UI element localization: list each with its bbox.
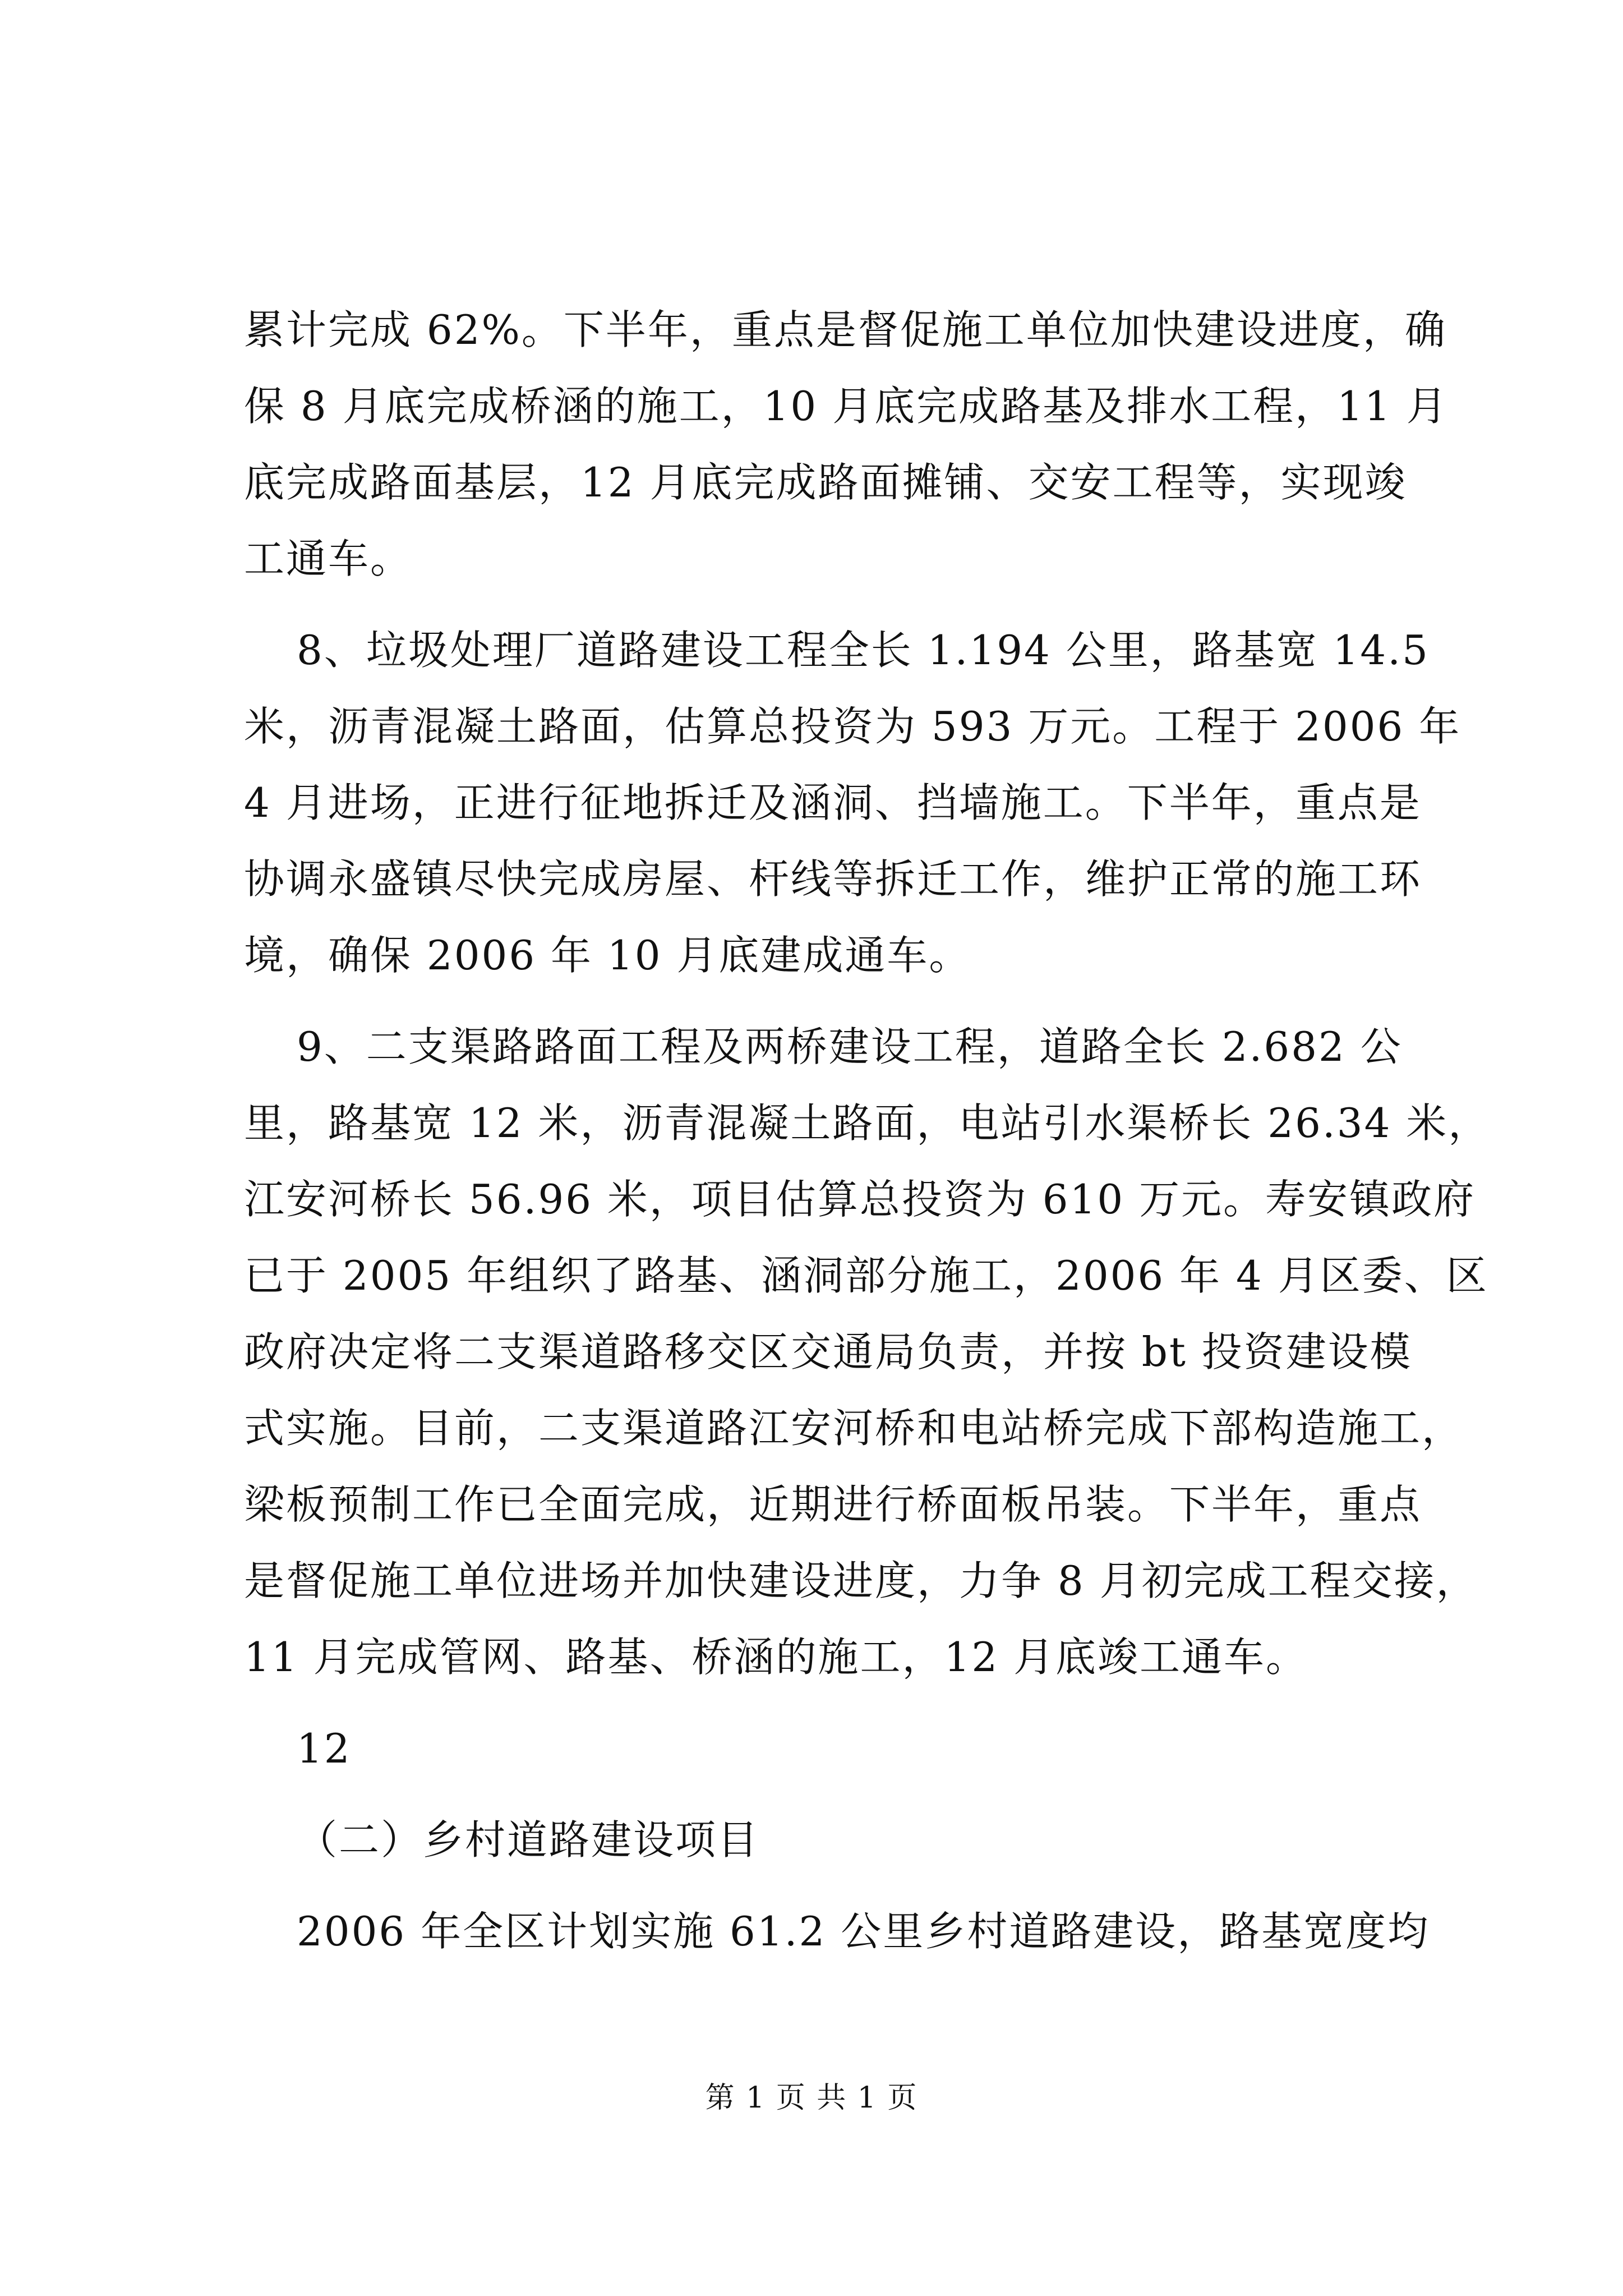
text-line: 12 [297, 1725, 352, 1772]
text-line: 8、垃圾处理厂道路建设工程全长 1.194 公里，路基宽 14.5 [297, 627, 1430, 674]
text-line: 式实施。目前，二支渠道路江安河桥和电站桥完成下部构造施工， [244, 1405, 1464, 1452]
text-line: 累计完成 62%。下半年，重点是督促施工单位加快建设进度，确 [244, 306, 1447, 353]
text-line: 已于 2005 年组织了路基、涵洞部分施工，2006 年 4 月区委、区 [244, 1252, 1488, 1299]
text-line: 米，沥青混凝土路面，估算总投资为 593 万元。工程于 2006 年 [244, 703, 1461, 750]
text-line: 梁板预制工作已全面完成，近期进行桥面板吊装。下半年，重点 [244, 1481, 1422, 1528]
text-line: 境，确保 2006 年 10 月底建成通车。 [244, 932, 971, 979]
text-line: （二）乡村道路建设项目 [297, 1816, 760, 1864]
text-line: 保 8 月底完成桥涵的施工，10 月底完成路基及排水工程，11 月 [244, 383, 1449, 430]
paragraph [244, 612, 1461, 993]
paragraph-spacer [244, 1695, 1410, 1710]
page-footer: 第 1 页 共 1 页 [705, 2081, 918, 2115]
paragraph-spacer [244, 993, 1410, 1009]
paragraph [244, 1710, 1410, 1787]
paragraph [244, 1893, 1430, 1970]
text-line: 江安河桥长 56.96 米，项目估算总投资为 610 万元。寿安镇政府 [244, 1176, 1476, 1223]
text-line: 11 月完成管网、路基、桥涵的施工，12 月底竣工通车。 [244, 1634, 1308, 1681]
paragraph-spacer [244, 597, 1410, 612]
text-line: 政府决定将二支渠道路移交区交通局负责，并按 bt 投资建设模 [244, 1328, 1412, 1375]
text-line: 2006 年全区计划实施 61.2 公里乡村道路建设，路基宽度均 [297, 1908, 1430, 1955]
text-line: 里，路基宽 12 米，沥青混凝土路面，电站引水渠桥长 26.34 米， [244, 1099, 1491, 1147]
text-line: 是督促施工单位进场并加快建设进度，力争 8 月初完成工程交接， [244, 1557, 1478, 1604]
text-line: 9、二支渠路路面工程及两桥建设工程，道路全长 2.682 公 [297, 1023, 1403, 1070]
paragraph [244, 1009, 1491, 1695]
text-line: 协调永盛镇尽快完成房屋、杆线等拆迁工作，维护正常的施工环 [244, 855, 1422, 903]
paragraph-spacer [244, 1787, 1410, 1802]
text-line: 底完成路面基层，12 月底完成路面摊铺、交安工程等，实现竣 [244, 459, 1407, 506]
document-body [244, 292, 1491, 1970]
paragraph [244, 292, 1449, 597]
text-line: 4 月进场，正进行征地拆迁及涵洞、挡墙施工。下半年，重点是 [244, 779, 1422, 826]
paragraph-spacer [244, 1878, 1410, 1893]
text-line: 工通车。 [244, 535, 413, 582]
section-heading [244, 1802, 1410, 1878]
